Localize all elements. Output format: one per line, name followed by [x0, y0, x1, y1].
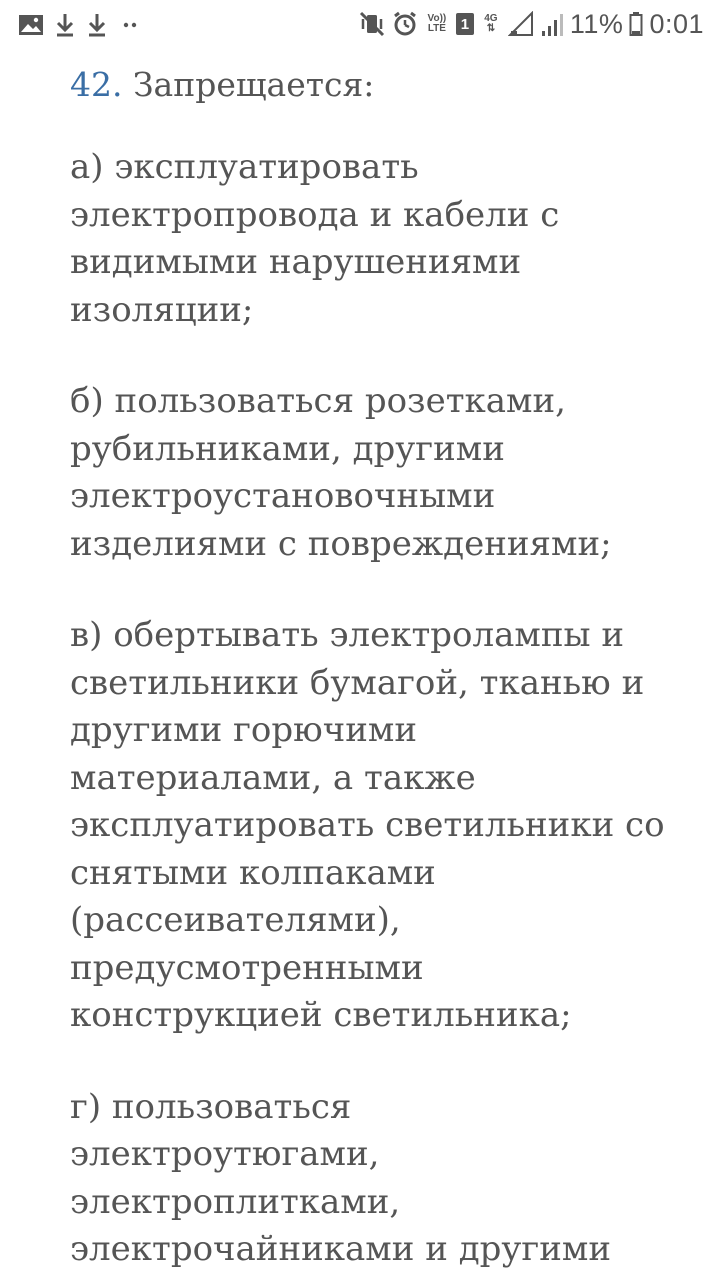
notification-icons	[18, 10, 142, 40]
battery-icon	[629, 11, 643, 37]
heading-number: 42.	[70, 65, 123, 104]
article-content	[70, 62, 670, 1274]
signal-empty-icon	[508, 11, 534, 37]
battery-percent: 11%	[569, 8, 624, 39]
heading-text: Запрещается:	[122, 65, 375, 104]
alarm-clock-icon	[392, 11, 418, 37]
clock: 0:01	[649, 8, 704, 39]
list-item: г) пользоваться электроутюгами, электроплитками, электрочайниками и другими	[70, 1086, 611, 1269]
network-type-icon: 4G ⇅	[484, 13, 498, 34]
download-icon	[86, 12, 108, 38]
list-item: в) обертывать электролампы и светильники бумагой, тканью и другими горючими материалами, а также эксплуатировать светильники со снятыми колпаками (рассеивателями), предусмотренными конструкцией светильника;	[70, 615, 665, 1035]
sim-indicator: 1	[456, 13, 474, 35]
article-heading	[70, 62, 670, 108]
system-icons	[358, 8, 704, 40]
more-dots-icon	[118, 13, 142, 37]
status-bar	[0, 0, 720, 50]
vibrate-mute-icon	[358, 11, 386, 37]
signal-strength-icon	[540, 11, 564, 37]
list-item: б) пользоваться розетками, рубильниками, другими электроустановочными изделиями с повреждениями;	[70, 381, 612, 564]
image-icon	[18, 13, 44, 37]
download-icon	[54, 12, 76, 38]
list-item: а) эксплуатировать электропровода и кабели с видимыми нарушениями изоляции;	[70, 147, 560, 330]
volte-icon: Vo)) LTE	[427, 13, 447, 34]
